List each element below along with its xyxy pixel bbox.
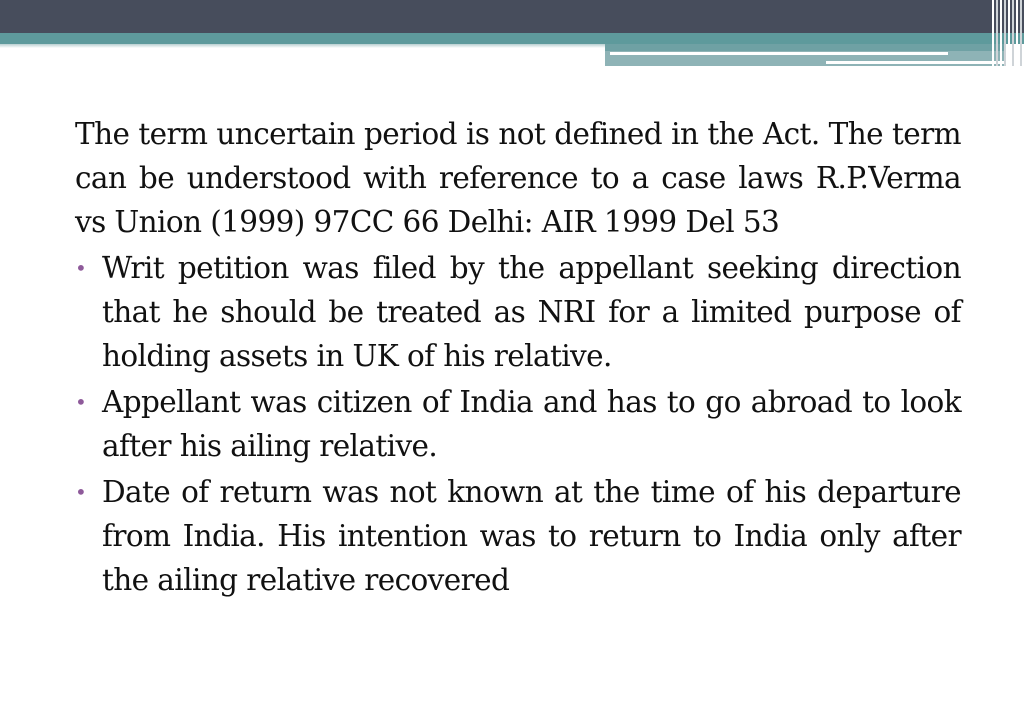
list-item xyxy=(75,470,961,602)
bullet-icon: • xyxy=(75,480,87,504)
bullet-list xyxy=(75,246,961,602)
bullet-text: Appellant was citizen of India and has to go abroad to look after his ailing relative. xyxy=(102,385,961,463)
header-teal-bar xyxy=(0,33,1024,44)
header-teal-shadow xyxy=(0,44,605,48)
bullet-text: Date of return was not known at the time of his departure from India. His intention was to return to India only after the ailing relative recovered xyxy=(102,475,961,597)
bullet-text: Writ petition was filed by the appellant seeking direction that he should be treated as NRI for a limited purpose of holding assets in UK of his relative. xyxy=(102,251,961,373)
list-item xyxy=(75,246,961,378)
list-item xyxy=(75,380,961,468)
intro-paragraph: The term uncertain period is not defined in the Act. The term can be understood with reference to a case laws R.P.Verma vs Union (1999) 97CC 66 Delhi: AIR 1999 Del 53 xyxy=(75,117,961,239)
header-white-line xyxy=(610,52,948,55)
header-vertical-stripes xyxy=(992,0,1024,66)
slide-header-band xyxy=(0,0,1024,70)
header-accent-block-top xyxy=(605,44,1005,51)
header-dark-bar xyxy=(0,0,1024,33)
header-white-line-short xyxy=(826,61,1004,64)
slide-body xyxy=(75,112,961,604)
bullet-icon: • xyxy=(75,256,87,280)
bullet-icon: • xyxy=(75,390,87,414)
